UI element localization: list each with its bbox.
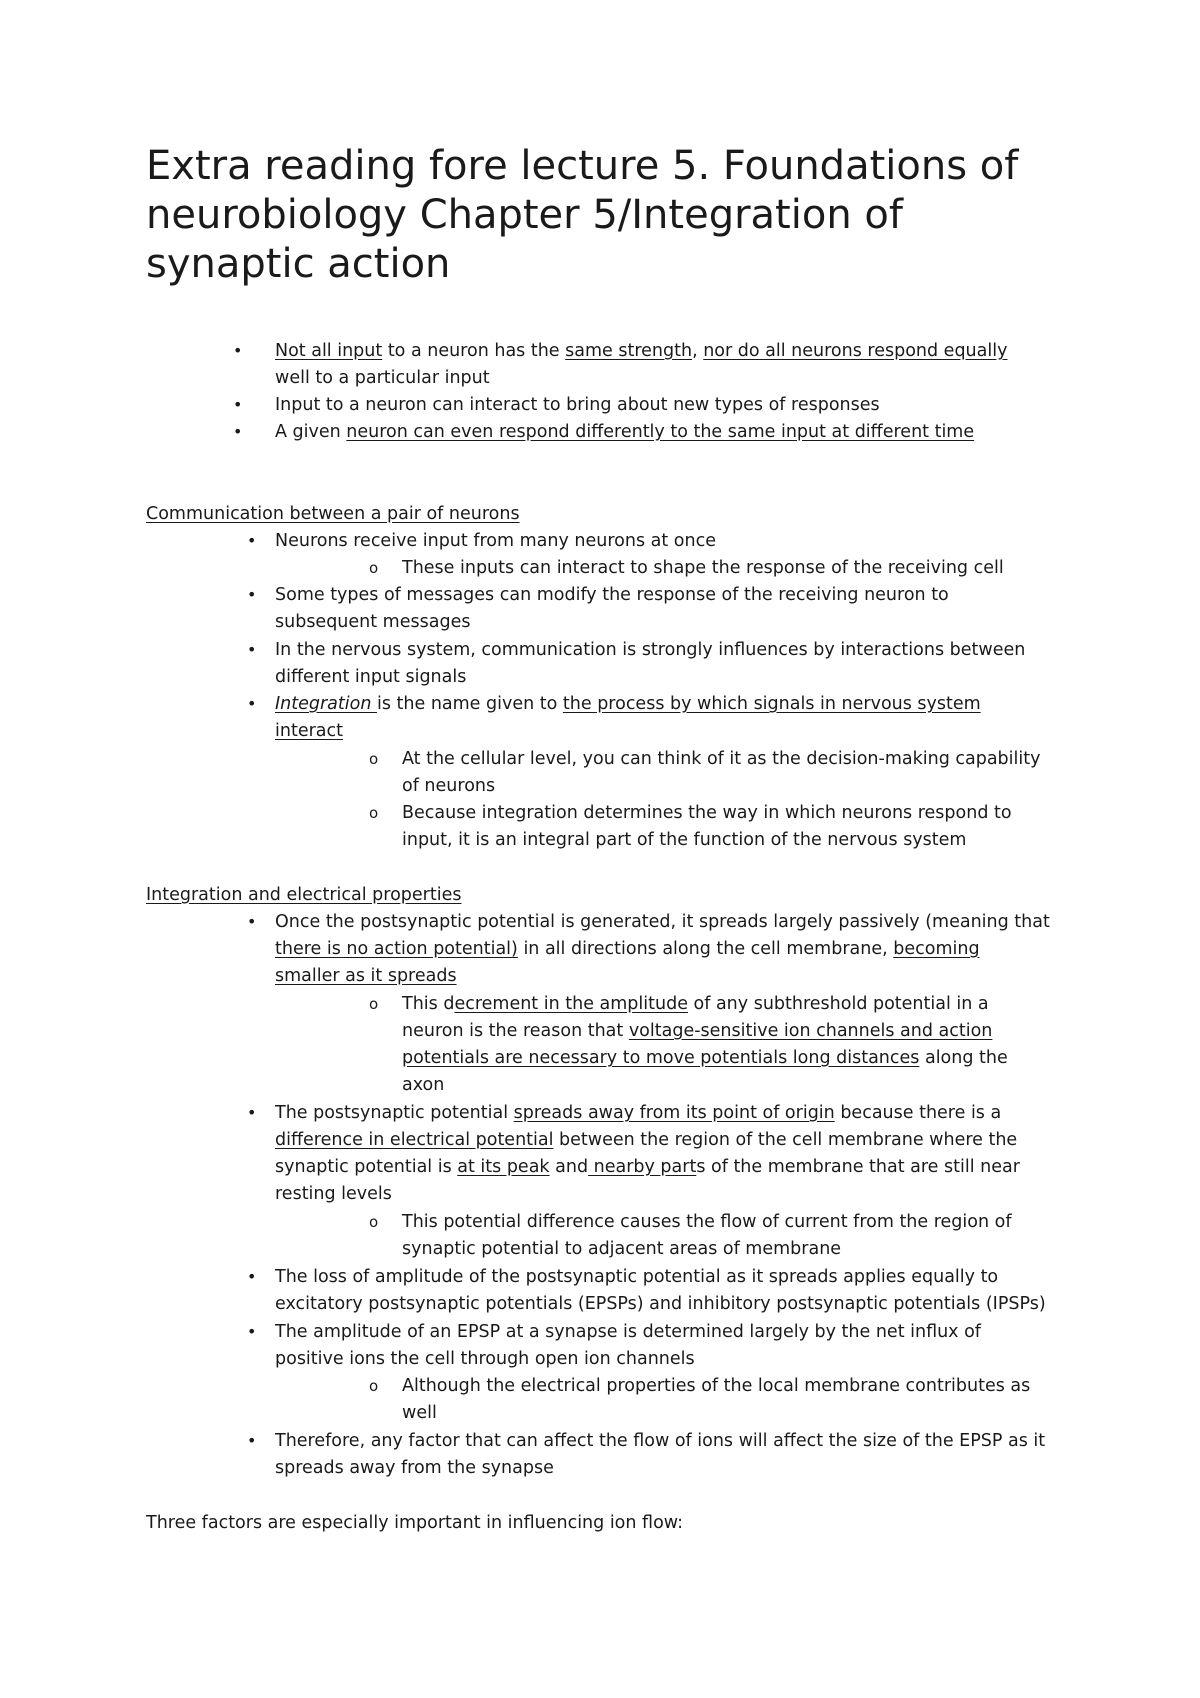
bullet-icon: • xyxy=(233,422,243,441)
sub-list-item-continuation: axon xyxy=(402,1075,445,1095)
text: in all directions along the cell membrane, xyxy=(517,939,894,959)
list-item: The amplitude of an EPSP at a synapse is determined largely by the net influx of xyxy=(275,1322,981,1342)
underlined-text: Integration xyxy=(275,694,377,714)
sub-list-item-continuation xyxy=(402,1047,1008,1069)
underlined-text: the process by which signals in nervous system xyxy=(562,694,981,714)
list-item: Neurons receive input from many neurons at once xyxy=(275,531,716,551)
intro-bullet-1 xyxy=(275,340,1007,362)
underlined-text: neuron can even respond differently to the same input at different time xyxy=(346,422,975,442)
text: A given xyxy=(275,422,347,442)
list-item xyxy=(275,1102,1001,1124)
text: is the name given to xyxy=(377,694,563,714)
bullet-icon: • xyxy=(247,1267,257,1286)
section-heading-communication: Communication between a pair of neurons xyxy=(146,504,520,524)
underlined-text: voltage-sensitive ion channels and action xyxy=(628,1021,993,1041)
sub-bullet-icon: o xyxy=(369,750,379,768)
underlined-text: nor do all neurons respond equally xyxy=(703,341,1008,361)
sub-bullet-icon: o xyxy=(369,559,379,577)
text: synaptic potential is xyxy=(275,1157,458,1177)
sub-list-item: Because integration determines the way in which neurons respond to xyxy=(402,803,1012,823)
list-item-continuation: spreads away from the synapse xyxy=(275,1458,554,1478)
list-item-continuation: interact xyxy=(275,721,343,741)
list-item-continuation: different input signals xyxy=(275,667,467,687)
sub-list-item: Although the electrical properties of the local membrane contributes as xyxy=(402,1376,1031,1396)
underlined-text: potentials are necessary to move potentials long distances xyxy=(402,1048,920,1068)
intro-bullet-1-line-2: well to a particular input xyxy=(275,368,490,388)
sub-bullet-icon: o xyxy=(369,804,379,822)
bullet-icon: • xyxy=(247,1103,257,1122)
list-item: Some types of messages can modify the response of the receiving neuron to xyxy=(275,585,949,605)
underlined-text: becoming xyxy=(893,939,980,959)
intro-bullet-3 xyxy=(275,421,974,443)
underlined-text: spreads away from its point of origin xyxy=(513,1103,835,1123)
text: because there is a xyxy=(834,1103,1002,1123)
text: of any subthreshold potential in a xyxy=(687,994,989,1014)
section-heading-integration: Integration and electrical properties xyxy=(146,885,462,905)
underlined-text: at its peak xyxy=(457,1157,550,1177)
bullet-icon: • xyxy=(247,531,257,550)
list-item-continuation xyxy=(275,1129,1017,1151)
list-item-continuation: smaller as it spreads xyxy=(275,966,457,986)
bullet-icon: • xyxy=(247,585,257,604)
bullet-icon: • xyxy=(247,1322,257,1341)
sub-list-item xyxy=(402,993,989,1015)
bullet-icon: • xyxy=(247,912,257,931)
bullet-icon: • xyxy=(233,395,243,414)
text: between the region of the cell membrane where the xyxy=(553,1130,1018,1150)
underlined-text: ecrement in the amplitude xyxy=(454,994,688,1014)
sub-list-item-continuation: of neurons xyxy=(402,776,496,796)
underlined-text: nearby part xyxy=(588,1157,697,1177)
text: , xyxy=(692,341,704,361)
closing-paragraph: Three factors are especially important in influencing ion flow: xyxy=(146,1513,684,1533)
list-item-continuation: subsequent messages xyxy=(275,612,471,632)
underlined-text: same strength xyxy=(565,341,693,361)
bullet-icon: • xyxy=(233,341,243,360)
underlined-text: there is no action potential) xyxy=(275,939,518,959)
sub-bullet-icon: o xyxy=(369,1377,379,1395)
text: This d xyxy=(402,994,455,1014)
sub-list-item-continuation: well xyxy=(402,1403,437,1423)
sub-bullet-icon: o xyxy=(369,1213,379,1231)
list-item-continuation xyxy=(275,938,980,960)
list-item xyxy=(275,693,981,715)
page-title: Extra reading fore lecture 5. Foundations of neurobiology Chapter 5/Integration of synaptic action xyxy=(146,143,1019,287)
sub-list-item-continuation: input, it is an integral part of the function of the nervous system xyxy=(402,830,967,850)
sub-list-item: These inputs can interact to shape the response of the receiving cell xyxy=(402,558,1004,578)
text: The postsynaptic potential xyxy=(275,1103,514,1123)
list-item: Therefore, any factor that can affect the flow of ions will affect the size of the EPSP as it xyxy=(275,1431,1046,1451)
list-item-continuation: resting levels xyxy=(275,1184,392,1204)
bullet-icon: • xyxy=(247,1431,257,1450)
text: s of the membrane that are still near xyxy=(696,1157,1020,1177)
text: and xyxy=(549,1157,589,1177)
intro-bullet-2: Input to a neuron can interact to bring about new types of responses xyxy=(275,395,880,415)
bullet-icon: • xyxy=(247,640,257,659)
underlined-text: difference in electrical potential xyxy=(275,1130,554,1150)
list-item-continuation: excitatory postsynaptic potentials (EPSPs) and inhibitory postsynaptic potentials (IPSPs) xyxy=(275,1294,1046,1314)
list-item-continuation xyxy=(275,1156,1020,1178)
list-item: The loss of amplitude of the postsynaptic potential as it spreads applies equally to xyxy=(275,1267,999,1287)
sub-list-item: At the cellular level, you can think of it as the decision-making capability xyxy=(402,749,1041,769)
list-item: In the nervous system, communication is strongly influences by interactions between xyxy=(275,640,1026,660)
bullet-icon: • xyxy=(247,694,257,713)
text: to a neuron has the xyxy=(382,341,566,361)
sub-list-item-continuation xyxy=(402,1020,992,1042)
list-item-continuation: positive ions the cell through open ion channels xyxy=(275,1349,695,1369)
text: neuron is the reason that xyxy=(402,1021,629,1041)
sub-list-item: This potential difference causes the flow of current from the region of xyxy=(402,1212,1012,1232)
sub-bullet-icon: o xyxy=(369,995,379,1013)
underlined-text: Not all input xyxy=(275,341,383,361)
sub-list-item-continuation: synaptic potential to adjacent areas of membrane xyxy=(402,1239,842,1259)
text: along the xyxy=(919,1048,1008,1068)
list-item: Once the postsynaptic potential is generated, it spreads largely passively (meaning that xyxy=(275,912,1050,932)
